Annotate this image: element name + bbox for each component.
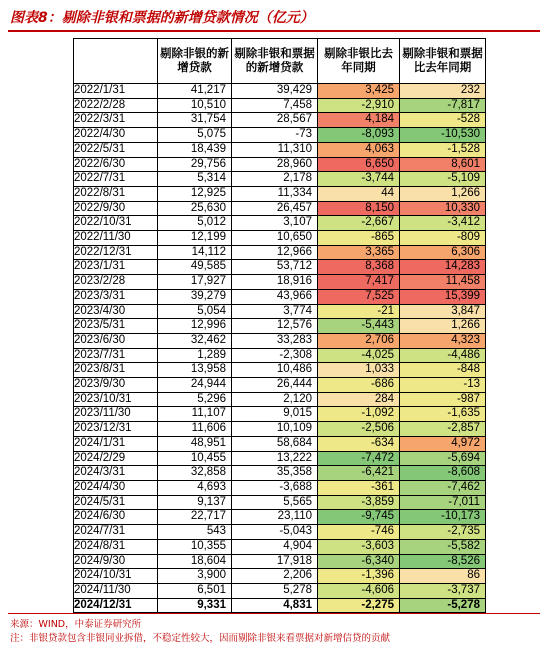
date-cell: 2024/2/29 xyxy=(74,451,158,466)
new-loans-cell: 18,439 xyxy=(158,142,232,157)
new-loans-ex-bills-cell: 5,565 xyxy=(232,495,318,510)
yoy-cell: 8,150 xyxy=(318,201,400,216)
table-row xyxy=(74,245,486,260)
new-loans-cell: 1,289 xyxy=(158,348,232,363)
new-loans-cell: 25,630 xyxy=(158,201,232,216)
new-loans-cell: 32,858 xyxy=(158,466,232,481)
new-loans-ex-bills-cell: 4,904 xyxy=(232,539,318,554)
table-row xyxy=(74,554,486,569)
table-row xyxy=(74,392,486,407)
table-row xyxy=(74,525,486,540)
new-loans-cell: 5,075 xyxy=(158,128,232,143)
table-row xyxy=(74,422,486,437)
date-cell: 2023/5/31 xyxy=(74,319,158,334)
new-loans-ex-bills-cell: 33,283 xyxy=(232,333,318,348)
new-loans-cell: 31,754 xyxy=(158,113,232,128)
table-row xyxy=(74,289,486,304)
table-row xyxy=(74,480,486,495)
yoy-cell: 3,425 xyxy=(318,84,400,99)
yoy-cell: 4,184 xyxy=(318,113,400,128)
yoy-ex-bills-cell: 15,399 xyxy=(400,289,486,304)
table-row xyxy=(74,216,486,231)
new-loans-cell: 32,462 xyxy=(158,333,232,348)
date-cell: 2024/11/30 xyxy=(74,583,158,598)
yoy-cell: -21 xyxy=(318,304,400,319)
new-loans-cell: 9,331 xyxy=(158,598,232,613)
new-loans-ex-bills-cell: 58,684 xyxy=(232,436,318,451)
date-cell: 2022/6/30 xyxy=(74,157,158,172)
new-loans-cell: 10,510 xyxy=(158,98,232,113)
table-row xyxy=(74,186,486,201)
yoy-cell: 7,525 xyxy=(318,289,400,304)
new-loans-ex-bills-cell: 23,110 xyxy=(232,510,318,525)
new-loans-cell: 10,355 xyxy=(158,539,232,554)
table-row xyxy=(74,128,486,143)
yoy-cell: -6,421 xyxy=(318,466,400,481)
new-loans-cell: 9,137 xyxy=(158,495,232,510)
date-cell: 2022/12/31 xyxy=(74,245,158,260)
new-loans-ex-bills-cell: 11,310 xyxy=(232,142,318,157)
table-body xyxy=(74,84,486,613)
yoy-ex-bills-cell: 1,266 xyxy=(400,186,486,201)
loan-table xyxy=(73,38,486,613)
yoy-cell: -3,859 xyxy=(318,495,400,510)
yoy-cell: -634 xyxy=(318,436,400,451)
new-loans-ex-bills-cell: 26,457 xyxy=(232,201,318,216)
new-loans-cell: 11,606 xyxy=(158,422,232,437)
footnote: 注：非银贷款包含非银同业拆借，不稳定性较大，因而剔除非银来看票据对新增信贷的贡献 xyxy=(10,633,391,644)
new-loans-cell: 11,107 xyxy=(158,407,232,422)
yoy-cell: 2,706 xyxy=(318,333,400,348)
date-cell: 2023/11/30 xyxy=(74,407,158,422)
yoy-cell: -1,092 xyxy=(318,407,400,422)
new-loans-cell: 14,112 xyxy=(158,245,232,260)
yoy-cell: -9,745 xyxy=(318,510,400,525)
date-cell: 2024/9/30 xyxy=(74,554,158,569)
new-loans-ex-bills-cell: 39,429 xyxy=(232,84,318,99)
new-loans-ex-bills-cell: 10,650 xyxy=(232,231,318,246)
new-loans-ex-bills-cell: 12,966 xyxy=(232,245,318,260)
new-loans-ex-bills-cell: -3,688 xyxy=(232,480,318,495)
yoy-ex-bills-cell: 10,330 xyxy=(400,201,486,216)
yoy-cell: -2,667 xyxy=(318,216,400,231)
yoy-ex-bills-cell: -2,735 xyxy=(400,525,486,540)
new-loans-cell: 22,717 xyxy=(158,510,232,525)
new-loans-cell: 39,279 xyxy=(158,289,232,304)
yoy-cell: -3,744 xyxy=(318,172,400,187)
date-cell: 2022/11/30 xyxy=(74,231,158,246)
header-date xyxy=(74,39,158,84)
table-row xyxy=(74,436,486,451)
new-loans-ex-bills-cell: -73 xyxy=(232,128,318,143)
yoy-cell: 284 xyxy=(318,392,400,407)
yoy-ex-bills-cell: 8,601 xyxy=(400,157,486,172)
table-row xyxy=(74,451,486,466)
yoy-ex-bills-cell: -7,462 xyxy=(400,480,486,495)
yoy-ex-bills-cell: -7,817 xyxy=(400,98,486,113)
date-cell: 2023/1/31 xyxy=(74,260,158,275)
yoy-ex-bills-cell: -1,635 xyxy=(400,407,486,422)
new-loans-ex-bills-cell: 4,831 xyxy=(232,598,318,613)
table-row xyxy=(74,84,486,99)
yoy-cell: -5,443 xyxy=(318,319,400,334)
new-loans-cell: 18,604 xyxy=(158,554,232,569)
new-loans-ex-bills-cell: 2,206 xyxy=(232,569,318,584)
date-cell: 2022/9/30 xyxy=(74,201,158,216)
yoy-cell: 4,063 xyxy=(318,142,400,157)
new-loans-ex-bills-cell: 43,966 xyxy=(232,289,318,304)
date-cell: 2022/8/31 xyxy=(74,186,158,201)
new-loans-ex-bills-cell: 2,178 xyxy=(232,172,318,187)
date-cell: 2023/8/31 xyxy=(74,363,158,378)
date-cell: 2023/10/31 xyxy=(74,392,158,407)
new-loans-ex-bills-cell: 28,960 xyxy=(232,157,318,172)
new-loans-ex-bills-cell: 2,120 xyxy=(232,392,318,407)
yoy-cell: 6,650 xyxy=(318,157,400,172)
date-cell: 2023/3/31 xyxy=(74,289,158,304)
new-loans-ex-bills-cell: 7,458 xyxy=(232,98,318,113)
date-cell: 2024/4/30 xyxy=(74,480,158,495)
yoy-ex-bills-cell: -5,278 xyxy=(400,598,486,613)
new-loans-ex-bills-cell: 35,358 xyxy=(232,466,318,481)
table-row xyxy=(74,348,486,363)
table-row xyxy=(74,363,486,378)
table-row xyxy=(74,142,486,157)
table-row xyxy=(74,539,486,554)
date-cell: 2022/4/30 xyxy=(74,128,158,143)
new-loans-cell: 4,693 xyxy=(158,480,232,495)
yoy-ex-bills-cell: -13 xyxy=(400,378,486,393)
yoy-ex-bills-cell: -7,011 xyxy=(400,495,486,510)
date-cell: 2022/10/31 xyxy=(74,216,158,231)
yoy-ex-bills-cell: -3,412 xyxy=(400,216,486,231)
yoy-ex-bills-cell: -5,109 xyxy=(400,172,486,187)
table-header-row xyxy=(74,39,486,84)
new-loans-cell: 13,958 xyxy=(158,363,232,378)
header-yoy-ex-nonbank-bills: 剔除非银和票据比去年同期 xyxy=(400,39,486,84)
date-cell: 2024/8/31 xyxy=(74,539,158,554)
date-cell: 2024/10/31 xyxy=(74,569,158,584)
new-loans-cell: 17,927 xyxy=(158,275,232,290)
table-row xyxy=(74,231,486,246)
yoy-ex-bills-cell: 6,306 xyxy=(400,245,486,260)
new-loans-ex-bills-cell: 11,334 xyxy=(232,186,318,201)
yoy-cell: -865 xyxy=(318,231,400,246)
table-row xyxy=(74,466,486,481)
yoy-ex-bills-cell: -5,694 xyxy=(400,451,486,466)
yoy-ex-bills-cell: 14,283 xyxy=(400,260,486,275)
new-loans-cell: 5,054 xyxy=(158,304,232,319)
table-row xyxy=(74,333,486,348)
new-loans-cell: 543 xyxy=(158,525,232,540)
new-loans-ex-bills-cell: 9,015 xyxy=(232,407,318,422)
yoy-ex-bills-cell: 1,266 xyxy=(400,319,486,334)
date-cell: 2022/5/31 xyxy=(74,142,158,157)
yoy-ex-bills-cell: -8,608 xyxy=(400,466,486,481)
yoy-cell: -746 xyxy=(318,525,400,540)
yoy-ex-bills-cell: 86 xyxy=(400,569,486,584)
date-cell: 2024/1/31 xyxy=(74,436,158,451)
table-row xyxy=(74,201,486,216)
table-row xyxy=(74,583,486,598)
new-loans-ex-bills-cell: 10,109 xyxy=(232,422,318,437)
date-cell: 2022/3/31 xyxy=(74,113,158,128)
yoy-cell: -2,506 xyxy=(318,422,400,437)
yoy-cell: 8,368 xyxy=(318,260,400,275)
yoy-ex-bills-cell: -4,486 xyxy=(400,348,486,363)
new-loans-ex-bills-cell: 12,576 xyxy=(232,319,318,334)
yoy-cell: -8,093 xyxy=(318,128,400,143)
new-loans-cell: 5,012 xyxy=(158,216,232,231)
table-row xyxy=(74,495,486,510)
yoy-cell: -4,606 xyxy=(318,583,400,598)
yoy-cell: -2,910 xyxy=(318,98,400,113)
date-cell: 2024/12/31 xyxy=(74,598,158,613)
yoy-cell: -7,472 xyxy=(318,451,400,466)
table-row xyxy=(74,407,486,422)
table-row xyxy=(74,319,486,334)
date-cell: 2023/6/30 xyxy=(74,333,158,348)
new-loans-cell: 49,585 xyxy=(158,260,232,275)
table-row xyxy=(74,510,486,525)
new-loans-cell: 24,944 xyxy=(158,378,232,393)
header-yoy-ex-nonbank: 剔除非银比去年同期 xyxy=(318,39,400,84)
new-loans-cell: 12,996 xyxy=(158,319,232,334)
yoy-cell: -3,603 xyxy=(318,539,400,554)
table-row xyxy=(74,260,486,275)
yoy-ex-bills-cell: -1,528 xyxy=(400,142,486,157)
yoy-cell: 44 xyxy=(318,186,400,201)
date-cell: 2022/7/31 xyxy=(74,172,158,187)
new-loans-ex-bills-cell: 3,107 xyxy=(232,216,318,231)
new-loans-ex-bills-cell: 53,712 xyxy=(232,260,318,275)
yoy-ex-bills-cell: -5,582 xyxy=(400,539,486,554)
new-loans-ex-bills-cell: -2,308 xyxy=(232,348,318,363)
yoy-cell: -361 xyxy=(318,480,400,495)
new-loans-ex-bills-cell: 5,278 xyxy=(232,583,318,598)
yoy-cell: -6,340 xyxy=(318,554,400,569)
date-cell: 2023/9/30 xyxy=(74,378,158,393)
new-loans-cell: 12,925 xyxy=(158,186,232,201)
yoy-ex-bills-cell: -10,173 xyxy=(400,510,486,525)
date-cell: 2023/2/28 xyxy=(74,275,158,290)
yoy-cell: -4,025 xyxy=(318,348,400,363)
yoy-cell: 3,365 xyxy=(318,245,400,260)
date-cell: 2022/1/31 xyxy=(74,84,158,99)
new-loans-cell: 5,314 xyxy=(158,172,232,187)
yoy-ex-bills-cell: -809 xyxy=(400,231,486,246)
new-loans-ex-bills-cell: 10,486 xyxy=(232,363,318,378)
yoy-cell: -2,275 xyxy=(318,598,400,613)
date-cell: 2022/2/28 xyxy=(74,98,158,113)
source-note: 来源：WIND，中泰证券研究所 xyxy=(10,619,142,630)
new-loans-cell: 48,951 xyxy=(158,436,232,451)
table-row xyxy=(74,172,486,187)
new-loans-ex-bills-cell: 26,444 xyxy=(232,378,318,393)
yoy-ex-bills-cell: -848 xyxy=(400,363,486,378)
new-loans-ex-bills-cell: 18,916 xyxy=(232,275,318,290)
date-cell: 2023/4/30 xyxy=(74,304,158,319)
new-loans-cell: 41,217 xyxy=(158,84,232,99)
yoy-ex-bills-cell: 4,972 xyxy=(400,436,486,451)
yoy-cell: 7,417 xyxy=(318,275,400,290)
table-row xyxy=(74,113,486,128)
new-loans-ex-bills-cell: 28,567 xyxy=(232,113,318,128)
new-loans-cell: 5,296 xyxy=(158,392,232,407)
new-loans-ex-bills-cell: -5,043 xyxy=(232,525,318,540)
table-row xyxy=(74,378,486,393)
footer-rule xyxy=(8,613,540,614)
header-new-loans-ex-nonbank: 剔除非银的新增贷款 xyxy=(158,39,232,84)
new-loans-ex-bills-cell: 17,918 xyxy=(232,554,318,569)
yoy-ex-bills-cell: 3,847 xyxy=(400,304,486,319)
yoy-cell: -1,396 xyxy=(318,569,400,584)
header-new-loans-ex-nonbank-bills: 剔除非银和票据的新增贷款 xyxy=(232,39,318,84)
new-loans-cell: 10,455 xyxy=(158,451,232,466)
yoy-ex-bills-cell: 11,458 xyxy=(400,275,486,290)
yoy-ex-bills-cell: 4,323 xyxy=(400,333,486,348)
new-loans-ex-bills-cell: 3,774 xyxy=(232,304,318,319)
date-cell: 2023/7/31 xyxy=(74,348,158,363)
table-row xyxy=(74,304,486,319)
table-row xyxy=(74,275,486,290)
yoy-ex-bills-cell: -2,857 xyxy=(400,422,486,437)
yoy-ex-bills-cell: -10,530 xyxy=(400,128,486,143)
table-row xyxy=(74,157,486,172)
new-loans-cell: 29,756 xyxy=(158,157,232,172)
table-row xyxy=(74,598,486,613)
figure-title: 图表8：剔除非银和票据的新增贷款情况（亿元） xyxy=(10,10,314,26)
date-cell: 2024/6/30 xyxy=(74,510,158,525)
new-loans-cell: 12,199 xyxy=(158,231,232,246)
date-cell: 2024/3/31 xyxy=(74,466,158,481)
new-loans-cell: 6,501 xyxy=(158,583,232,598)
yoy-cell: -686 xyxy=(318,378,400,393)
new-loans-ex-bills-cell: 13,222 xyxy=(232,451,318,466)
yoy-ex-bills-cell: -987 xyxy=(400,392,486,407)
yoy-cell: 1,033 xyxy=(318,363,400,378)
yoy-ex-bills-cell: -528 xyxy=(400,113,486,128)
date-cell: 2024/7/31 xyxy=(74,525,158,540)
date-cell: 2024/5/31 xyxy=(74,495,158,510)
table-row xyxy=(74,98,486,113)
yoy-ex-bills-cell: 232 xyxy=(400,84,486,99)
yoy-ex-bills-cell: -3,737 xyxy=(400,583,486,598)
title-rule xyxy=(8,30,540,32)
yoy-ex-bills-cell: -8,526 xyxy=(400,554,486,569)
date-cell: 2023/12/31 xyxy=(74,422,158,437)
new-loans-cell: 3,900 xyxy=(158,569,232,584)
table-row xyxy=(74,569,486,584)
